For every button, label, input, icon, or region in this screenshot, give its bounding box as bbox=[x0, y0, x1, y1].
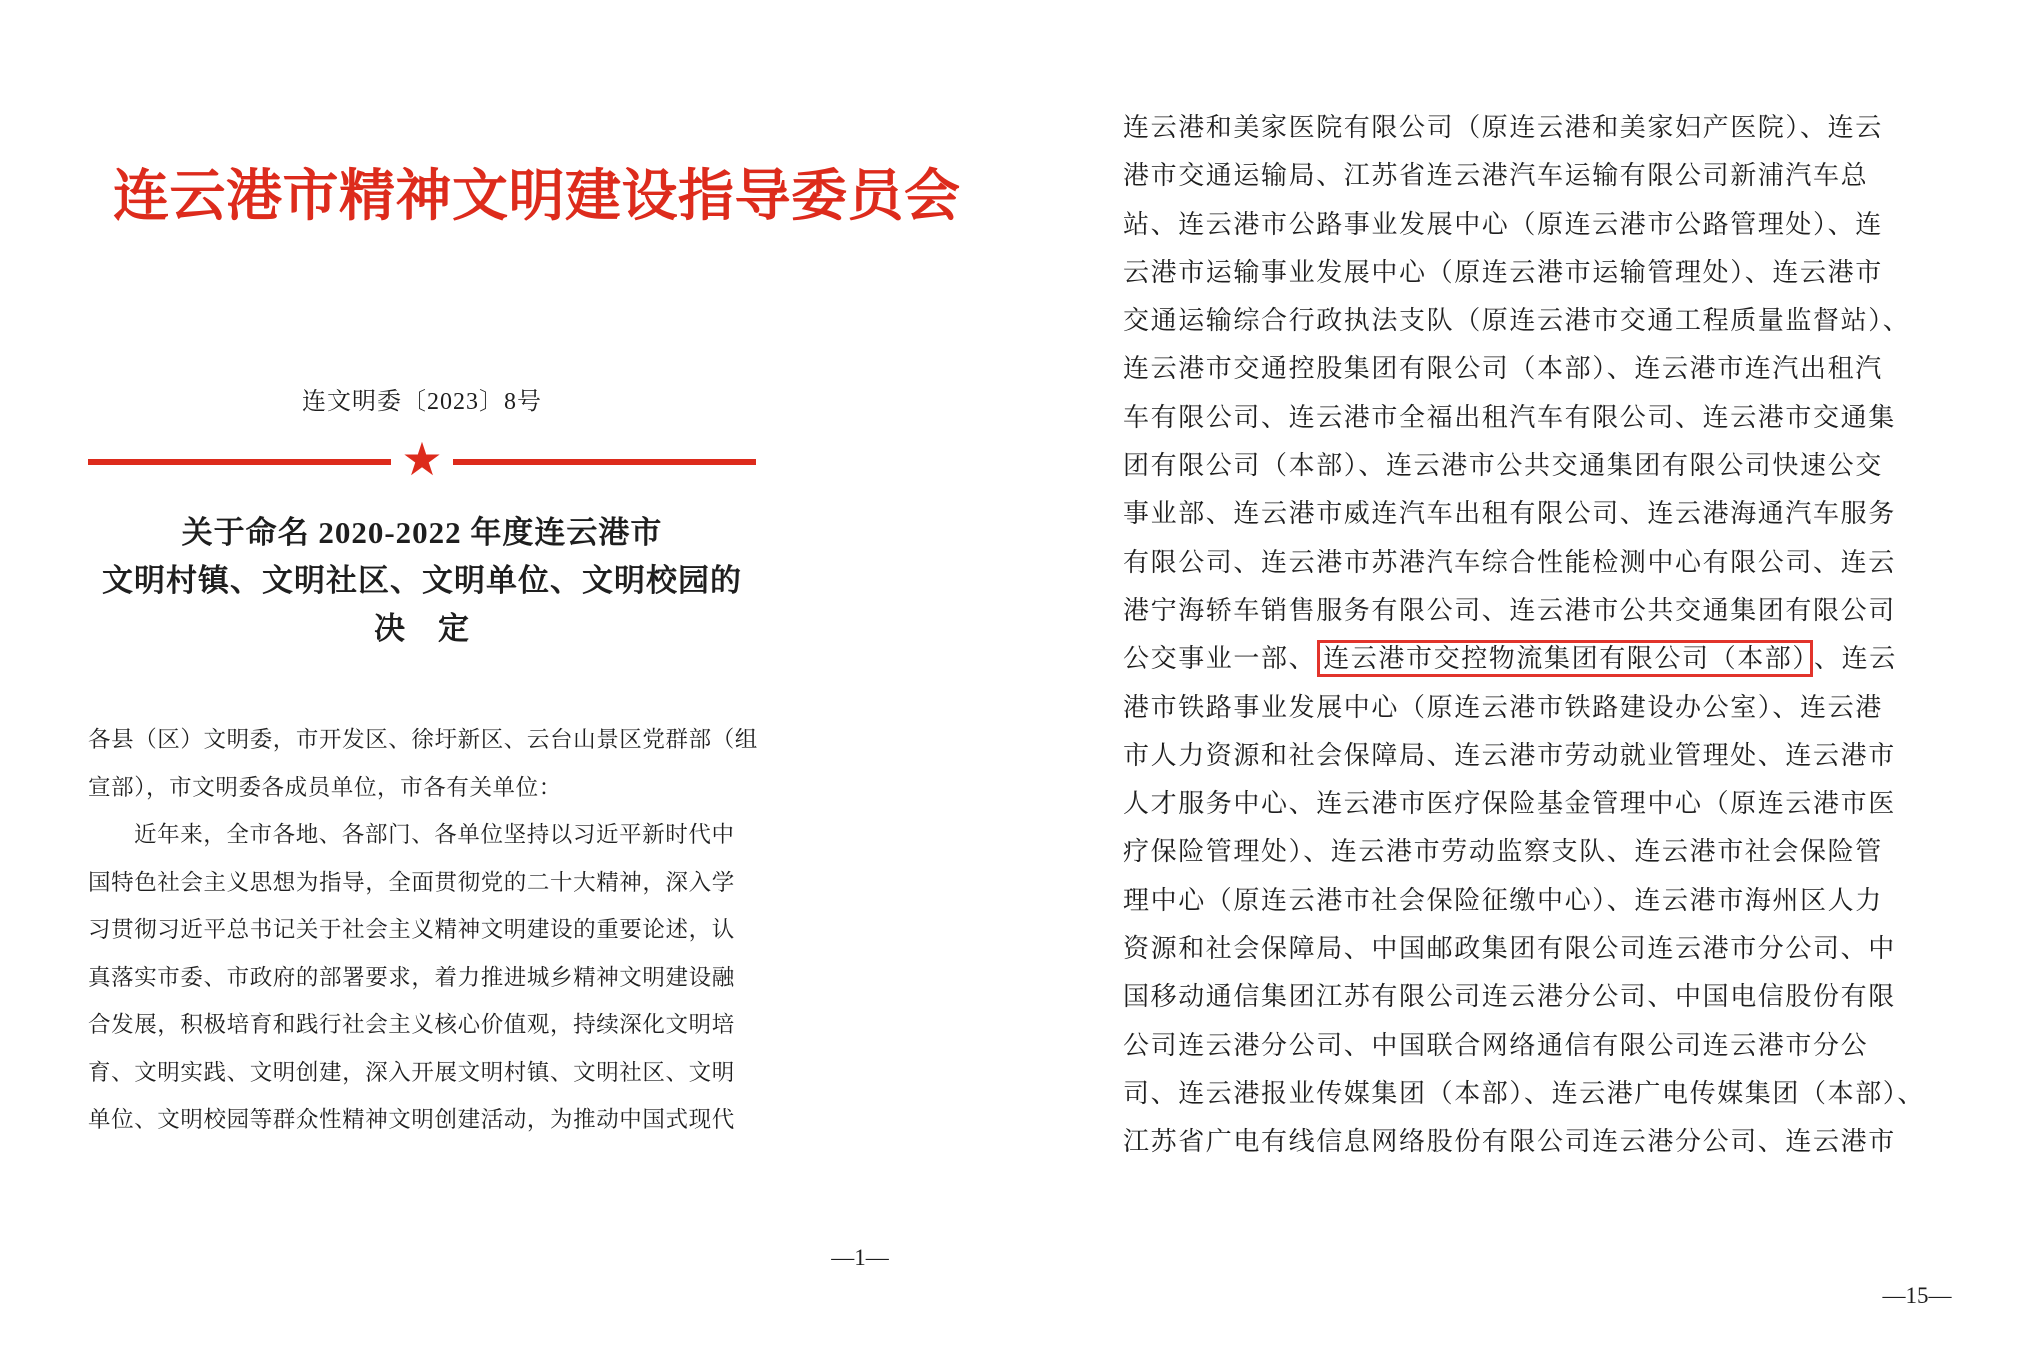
body-line: 理中心（原连云港市社会保险征缴中心）、连云港市海州区人力 bbox=[1123, 885, 1883, 915]
body-line: 资源和社会保障局、中国邮政集团有限公司连云港市分公司、中 bbox=[1123, 934, 1896, 964]
divider-bar-left bbox=[88, 459, 391, 465]
body-line: 有限公司、连云港市苏港汽车综合性能检测中心有限公司、连云 bbox=[1123, 547, 1896, 577]
body-line: 疗保险管理处）、连云港市劳动监察支队、连云港市社会保险管 bbox=[1123, 837, 1883, 867]
body-line: 江苏省广电有线信息网络股份有限公司连云港分公司、连云港市 bbox=[1123, 1127, 1896, 1157]
highlight-box: 连云港市交控物流集团有限公司（本部） bbox=[1317, 640, 1813, 677]
body-line: 人才服务中心、连云港市医疗保险基金管理中心（原连云港市医 bbox=[1123, 789, 1896, 819]
body-line-with-highlight bbox=[1123, 635, 1905, 683]
body-line: 云港市运输事业发展中心（原连云港市运输管理处）、连云港市 bbox=[1123, 257, 1883, 287]
highlight-prefix-text: 公交事业一部、 bbox=[1123, 644, 1317, 674]
document-body bbox=[88, 716, 756, 1144]
body-line: 港市铁路事业发展中心（原连云港市铁路建设办公室）、连云港 bbox=[1123, 692, 1883, 722]
title-line: 关于命名 2020-2022 年度连云港市 bbox=[181, 515, 663, 550]
body-line: 习贯彻习近平总书记关于社会主义精神文明建设的重要论述，认 bbox=[88, 917, 735, 942]
divider-bar-right bbox=[453, 459, 756, 465]
star-icon: ★ bbox=[401, 434, 443, 485]
body-line: 连云港和美家医院有限公司（原连云港和美家妇产医院）、连云 bbox=[1123, 113, 1883, 142]
body-line: 站、连云港市公路事业发展中心（原连云港市公路管理处）、连 bbox=[1123, 209, 1883, 239]
body-line: 市人力资源和社会保障局、连云港市劳动就业管理处、连云港市 bbox=[1123, 740, 1896, 770]
body-line: 连云港市交通控股集团有限公司（本部）、连云港市连汽出租汽 bbox=[1123, 354, 1883, 384]
body-line: 近年来，全市各地、各部门、各单位坚持以习近平新时代中 bbox=[134, 822, 735, 847]
body-line: 团有限公司（本部）、连云港市公共交通集团有限公司快速公交 bbox=[1123, 451, 1883, 481]
body-line: 交通运输综合行政执法支队（原连云港市交通工程质量监督站）、 bbox=[1123, 306, 1911, 336]
page-number-right: —15— bbox=[1882, 1283, 1952, 1308]
red-divider-rule bbox=[88, 434, 756, 486]
body-line: 国移动通信集团江苏有限公司连云港分公司、中国电信股份有限 bbox=[1123, 982, 1896, 1012]
document-title bbox=[88, 509, 756, 653]
page-number-left: —1— bbox=[831, 1245, 889, 1270]
title-line: 决 定 bbox=[374, 611, 470, 646]
highlight-suffix-text: 、连云 bbox=[1814, 644, 1897, 674]
document-body bbox=[1123, 104, 1926, 1167]
body-line: 国特色社会主义思想为指导，全面贯彻党的二十大精神，深入学 bbox=[88, 869, 735, 895]
body-line: 各县（区）文明委，市开发区、徐圩新区、云台山景区党群部（组 bbox=[88, 727, 758, 752]
body-line: 宣部），市文明委各成员单位，市各有关单位： bbox=[88, 774, 562, 800]
body-line: 合发展，积极培育和践行社会主义核心价值观，持续深化文明培 bbox=[88, 1012, 735, 1037]
body-line: 育、文明实践、文明创建，深入开展文明村镇、文明社区、文明 bbox=[88, 1059, 735, 1085]
body-line: 单位、文明校园等群众性精神文明创建活动，为推动中国式现代 bbox=[88, 1107, 735, 1132]
document-page-1 bbox=[35, 0, 961, 1349]
title-line: 文明村镇、文明社区、文明单位、文明校园的 bbox=[102, 563, 742, 598]
body-line: 司、连云港报业传媒集团（本部）、连云港广电传媒集团（本部）、 bbox=[1123, 1078, 1926, 1108]
body-line: 港市交通运输局、江苏省连云港汽车运输有限公司新浦汽车总 bbox=[1123, 161, 1869, 191]
body-line: 公司连云港分公司、中国联合网络通信有限公司连云港市分公 bbox=[1123, 1030, 1869, 1060]
body-line: 事业部、连云港市威连汽车出租有限公司、连云港海通汽车服务 bbox=[1123, 499, 1896, 529]
body-line: 真落实市委、市政府的部署要求，着力推进城乡精神文明建设融 bbox=[88, 964, 735, 990]
red-letterhead-title: 连云港市精神文明建设指导委员会 bbox=[113, 166, 961, 228]
document-number: 连文明委〔2023〕8号 bbox=[302, 389, 542, 415]
body-line: 车有限公司、连云港市全福出租汽车有限公司、连云港市交通集 bbox=[1123, 402, 1896, 432]
body-line: 港宁海轿车销售服务有限公司、连云港市公共交通集团有限公司 bbox=[1123, 595, 1896, 625]
document-page-15 bbox=[1123, 0, 1952, 1349]
